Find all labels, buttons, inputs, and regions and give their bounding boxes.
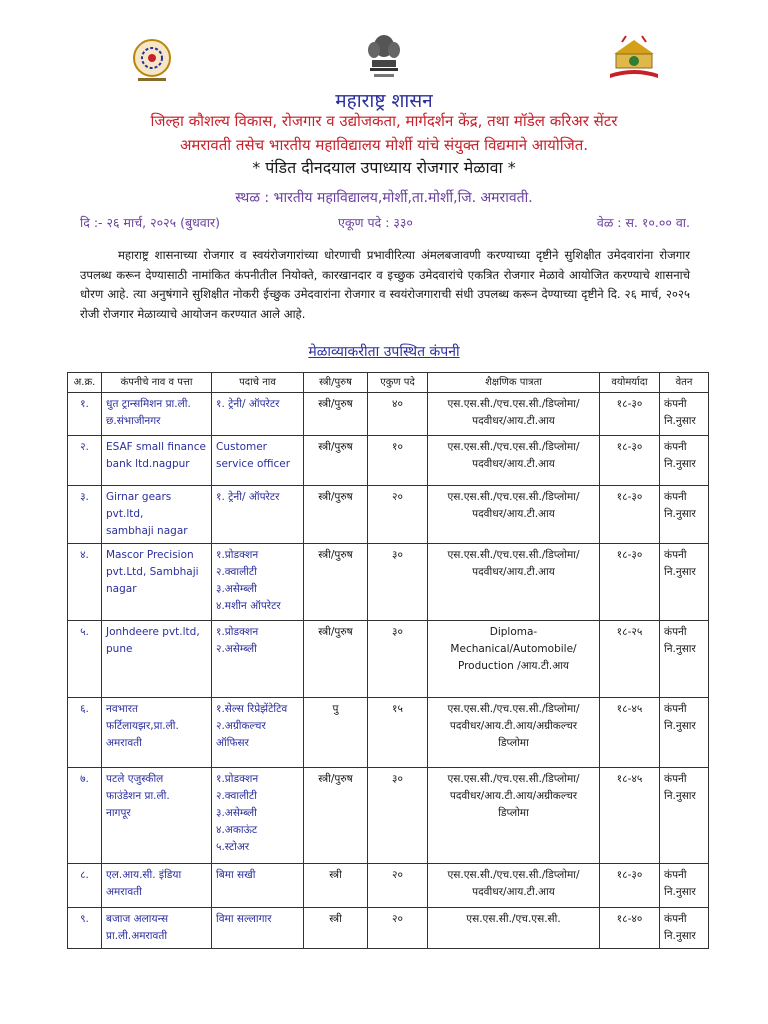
row-company-line: pune	[106, 643, 133, 655]
row-qualification-line: पदवीधर/आय.टी.आय	[472, 458, 555, 470]
table-row	[68, 486, 709, 544]
row-post-line: ४.अकाऊंट	[216, 824, 258, 836]
row-company	[102, 621, 212, 698]
table-row	[68, 621, 709, 698]
row-post-line: ५.स्टोअर	[216, 841, 250, 853]
row-qualification-line: एस.एस.सी./एच.एस.सी.	[466, 913, 561, 925]
row-post	[212, 621, 304, 698]
row-salary	[660, 436, 709, 486]
row-qualification-line: पदवीधर/आय.टी.आय/अग्रीकल्चर	[449, 720, 578, 732]
col-header-qualification: शैक्षणिक पात्रता	[428, 373, 600, 393]
row-salary-line: कंपनी	[664, 773, 687, 785]
intro-paragraph: महाराष्ट्र शासनाच्या रोजगार व स्वयंरोजगारांच्या धोरणाची प्रभावीरित्या अंमलबजावणी करण्याच्या दृष्टीने सुशिक्षीत उमेदवारांना रोजगार उपलब्ध करून देण्यासाठी नामांकित कंपनीतील नियोक्ते, कारखानदार व इच्छुक उमेदवारांचे एकत्रित रोजगार मेळावे आयोजित करण्याचे शासनाचे धोरण आहे. त्या अनुषंगाने सुशिक्षीत नोकरी ईच्छुक उमेदवारांना रोजगार व स्वयंरोजगाराची संधी उपलब्ध करून देण्याच्या दृष्टीने दि. २६ मार्च, २०२५ रोजी रोजगार मेळाव्याचे आयोजन करण्यात आले आहे.	[80, 248, 690, 321]
row-salary-line: नि.नुसार	[664, 415, 696, 427]
venue-line: स्थळ : भारतीय महाविद्यालय,मोर्शी,ता.मोर्शी,जि. अमरावती.	[235, 190, 533, 206]
row-salary-line: कंपनी	[664, 869, 687, 881]
row-post-line: १.प्रोडक्शन	[216, 773, 259, 785]
col-header-count: एकुण पदे	[368, 373, 428, 393]
row-serial: ९.	[68, 908, 102, 949]
row-gender: पु	[304, 698, 368, 768]
row-qualification	[428, 698, 600, 768]
col-header-company: कंपनीचे नाव व पत्ता	[102, 373, 212, 393]
row-serial: ५.	[68, 621, 102, 698]
row-post	[212, 908, 304, 949]
row-qualification-line: एस.एस.सी./एच.एस.सी./डिप्लोमा/	[447, 703, 580, 715]
row-count: १५	[368, 698, 428, 768]
col-header-sn: अ.क्र.	[68, 373, 102, 393]
row-qualification	[428, 486, 600, 544]
row-company-line: अमरावती	[106, 886, 142, 898]
row-qualification-line: एस.एस.सी./एच.एस.सी./डिप्लोमा/	[447, 869, 580, 881]
row-salary-line: कंपनी	[664, 913, 687, 925]
logo-row	[0, 28, 768, 88]
row-salary-line: कंपनी	[664, 398, 687, 410]
row-gender: स्त्री/पुरुष	[304, 621, 368, 698]
row-post-line: बिमा सखी	[216, 869, 256, 881]
row-post-line: ३.असेम्ब्ली	[216, 807, 257, 819]
row-qualification-line: डिप्लोमा	[498, 737, 529, 749]
row-qualification-line: डिप्लोमा	[498, 807, 529, 819]
row-age: १८-४०	[600, 908, 660, 949]
header-cohost-line: अमरावती तसेच भारतीय महाविद्यालय मोर्शी यांचे संयुक्त विद्यमाने आयोजित.	[179, 136, 589, 154]
row-company-line: nagar	[106, 583, 137, 595]
row-company-line: sambhaji nagar	[106, 525, 188, 537]
row-company-line: Jonhdeere pvt.ltd,	[106, 626, 200, 638]
row-post-line: २.अग्रीकल्चर	[216, 720, 266, 732]
row-company-line: ESAF small finance	[106, 441, 206, 453]
row-qualification	[428, 908, 600, 949]
row-salary	[660, 393, 709, 436]
row-post	[212, 486, 304, 544]
row-qualification-line: एस.एस.सी./एच.एस.सी./डिप्लोमा/	[447, 441, 580, 453]
row-company	[102, 436, 212, 486]
row-salary-line: नि.नुसार	[664, 720, 696, 732]
row-post-line: १.प्रोडक्शन	[216, 549, 259, 561]
row-count: २०	[368, 486, 428, 544]
table-row	[68, 393, 709, 436]
row-gender: स्त्री	[304, 864, 368, 908]
row-post-line: विमा सल्लागार	[216, 913, 272, 925]
table-row	[68, 698, 709, 768]
row-count: ३०	[368, 544, 428, 621]
table-row	[68, 768, 709, 864]
row-qualification	[428, 864, 600, 908]
row-age: १८-३०	[600, 544, 660, 621]
row-qualification-line: Production /आय.टी.आय	[457, 660, 570, 672]
row-qualification	[428, 544, 600, 621]
row-qualification-line: एस.एस.सी./एच.एस.सी./डिप्लोमा/	[447, 773, 580, 785]
row-post-line: १.प्रोडक्शन	[216, 626, 259, 638]
row-company-line: फाउंडेशन प्रा.ली.	[106, 790, 170, 802]
row-company-line: अमरावती	[106, 737, 142, 749]
row-qualification	[428, 621, 600, 698]
row-salary	[660, 908, 709, 949]
row-gender: स्त्री/पुरुष	[304, 544, 368, 621]
header-organizer-line: जिल्हा कौशल्य विकास, रोजगार व उद्योजकता, मार्गदर्शन केंद्र, तथा मॉडेल करिअर सेंटर	[150, 112, 618, 130]
skill-development-logo	[128, 36, 176, 84]
row-post	[212, 544, 304, 621]
row-company	[102, 544, 212, 621]
row-age: १८-३०	[600, 393, 660, 436]
row-company	[102, 864, 212, 908]
row-post-line: ३.असेम्ब्ली	[216, 583, 257, 595]
row-qualification-line: पदवीधर/आय.टी.आय	[472, 508, 555, 520]
row-gender: स्त्री	[304, 908, 368, 949]
row-company-line: नागपूर	[106, 807, 131, 819]
col-header-age: वयोमर्यादा	[600, 373, 660, 393]
row-post	[212, 698, 304, 768]
row-company	[102, 768, 212, 864]
row-post-line: २.क्वालीटी	[216, 790, 257, 802]
table-row	[68, 864, 709, 908]
row-salary-line: कंपनी	[664, 549, 687, 561]
row-count: ४०	[368, 393, 428, 436]
table-row	[68, 908, 709, 949]
emblem-logo	[362, 32, 406, 84]
row-salary	[660, 768, 709, 864]
row-serial: ४.	[68, 544, 102, 621]
row-post-line: १. ट्रेनी/ ऑपरेटर	[216, 491, 280, 503]
row-post-line: २.असेम्ब्ली	[216, 643, 257, 655]
row-serial: ८.	[68, 864, 102, 908]
table-header-row	[68, 373, 709, 393]
row-count: २०	[368, 908, 428, 949]
row-salary-line: नि.नुसार	[664, 643, 696, 655]
row-company-line: Mascor Precision	[106, 549, 194, 561]
row-gender: स्त्री/पुरुष	[304, 486, 368, 544]
row-qualification-line: एस.एस.सी./एच.एस.सी./डिप्लोमा/	[447, 398, 580, 410]
row-post-line: service officer	[216, 458, 291, 470]
event-title: * पंडित दीनदयाल उपाध्याय रोजगार मेळावा *	[252, 158, 516, 177]
row-qualification-line: पदवीधर/आय.टी.आय/अग्रीकल्चर	[449, 790, 578, 802]
row-age: १८-३०	[600, 864, 660, 908]
section-title: मेळाव्याकरीता उपस्थित कंपनी	[308, 344, 460, 360]
row-gender: स्त्री/पुरुष	[304, 436, 368, 486]
row-count: २०	[368, 864, 428, 908]
row-gender: स्त्री/पुरुष	[304, 393, 368, 436]
row-post-line: १. ट्रेनी/ ऑपरेटर	[216, 398, 280, 410]
row-salary-line: नि.नुसार	[664, 566, 696, 578]
row-salary	[660, 698, 709, 768]
row-age: १८-४५	[600, 768, 660, 864]
row-salary-line: कंपनी	[664, 626, 687, 638]
row-salary	[660, 864, 709, 908]
row-qualification	[428, 436, 600, 486]
row-salary	[660, 621, 709, 698]
row-company	[102, 908, 212, 949]
row-qualification-line: एस.एस.सी./एच.एस.सी./डिप्लोमा/	[447, 549, 580, 561]
row-salary-line: नि.नुसार	[664, 508, 696, 520]
row-salary-line: नि.नुसार	[664, 458, 696, 470]
row-qualification-line: Diploma-Mechanical/Automobile/	[450, 626, 577, 655]
row-serial: ७.	[68, 768, 102, 864]
row-gender: स्त्री/पुरुष	[304, 768, 368, 864]
row-count: ३०	[368, 621, 428, 698]
row-company-line: Girnar gears pvt.ltd,	[106, 491, 172, 520]
row-age: १८-२५	[600, 621, 660, 698]
row-qualification-line: पदवीधर/आय.टी.आय	[472, 415, 555, 427]
row-salary-line: कंपनी	[664, 491, 687, 503]
row-company-line: प्रा.ली.अमरावती	[106, 930, 168, 942]
row-qualification	[428, 768, 600, 864]
row-salary-line: कंपनी	[664, 441, 687, 453]
event-date: दि :- २६ मार्च, २०२५ (बुधवार)	[80, 215, 220, 230]
row-salary-line: कंपनी	[664, 703, 687, 715]
row-qualification-line: पदवीधर/आय.टी.आय	[472, 566, 555, 578]
row-post-line: Customer	[216, 441, 268, 453]
event-meta-row	[80, 214, 690, 234]
row-company-line: पटले एजुस्कील	[106, 773, 164, 785]
header-title: महाराष्ट्र शासन	[335, 90, 433, 112]
row-salary	[660, 544, 709, 621]
table-row	[68, 544, 709, 621]
row-qualification	[428, 393, 600, 436]
row-age: १८-३०	[600, 486, 660, 544]
row-qualification-line: पदवीधर/आय.टी.आय	[472, 886, 555, 898]
row-company-line: धुत ट्रान्समिशन प्रा.ली.	[106, 398, 191, 410]
table-row	[68, 436, 709, 486]
row-age: १८-३०	[600, 436, 660, 486]
row-serial: १.	[68, 393, 102, 436]
col-header-post: पदाचे नाव	[212, 373, 304, 393]
row-salary-line: नि.नुसार	[664, 790, 696, 802]
total-posts: एकूण पदे : ३३०	[338, 215, 413, 230]
row-qualification-line: एस.एस.सी./एच.एस.सी./डिप्लोमा/	[447, 491, 580, 503]
row-company-line: नवभारत	[106, 703, 139, 715]
row-salary	[660, 486, 709, 544]
row-serial: ६.	[68, 698, 102, 768]
row-post-line: २.क्वालीटी	[216, 566, 257, 578]
row-post-line: १.सेल्स रिप्रेझेंटेटिव	[216, 703, 288, 715]
row-count: ३०	[368, 768, 428, 864]
row-post	[212, 393, 304, 436]
row-salary-line: नि.नुसार	[664, 886, 696, 898]
row-company-line: फर्टिलायझर,प्रा.ली.	[106, 720, 179, 732]
row-salary-line: नि.नुसार	[664, 930, 696, 942]
row-company	[102, 698, 212, 768]
row-post-line: ४.मशीन ऑपरेटर	[216, 600, 281, 612]
college-logo	[606, 34, 662, 82]
row-age: १८-४५	[600, 698, 660, 768]
col-header-salary: वेतन	[660, 373, 709, 393]
row-company-line: छ.संभाजीनगर	[106, 415, 161, 427]
row-company-line: pvt.Ltd, Sambhaji	[106, 566, 199, 578]
companies-table	[67, 372, 709, 949]
row-post	[212, 768, 304, 864]
col-header-gender: स्त्री/पुरुष	[304, 373, 368, 393]
row-count: १०	[368, 436, 428, 486]
row-post	[212, 436, 304, 486]
row-company	[102, 486, 212, 544]
row-post-line: ऑफिसर	[216, 737, 249, 749]
event-time: वेळ : स. १०.०० वा.	[596, 215, 690, 230]
row-serial: २.	[68, 436, 102, 486]
row-company-line: बजाज अलायन्स	[106, 913, 169, 925]
row-serial: ३.	[68, 486, 102, 544]
row-company	[102, 393, 212, 436]
row-company-line: एल.आय.सी. इंडिया	[106, 869, 182, 881]
row-company-line: bank ltd.nagpur	[106, 458, 190, 470]
row-post	[212, 864, 304, 908]
